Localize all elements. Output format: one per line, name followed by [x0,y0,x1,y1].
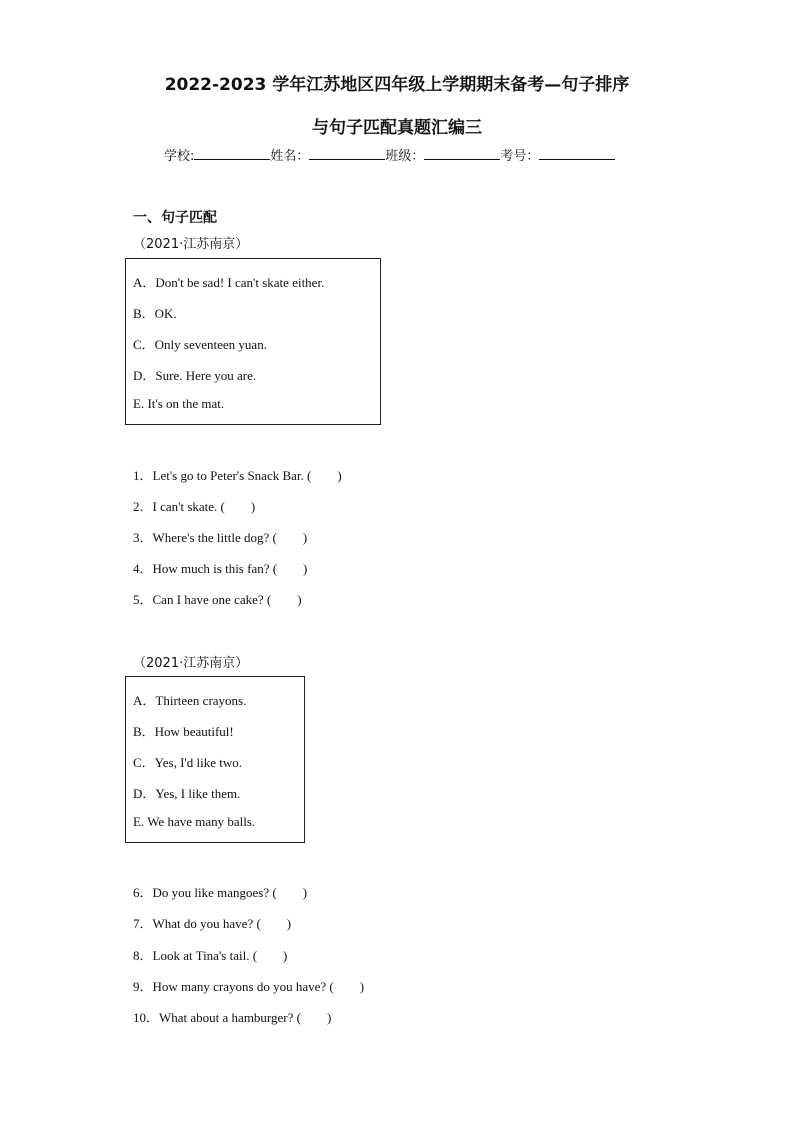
option-c: C．Only seventeen yuan. [133,337,267,352]
class-blank[interactable] [424,147,500,160]
group-1-source: （2021·江苏南京） [133,237,249,252]
question-6: 6．Do you like mangoes? ( ) [133,885,308,900]
question-2: 2．I can't skate. ( ) [133,499,256,514]
student-info-row [164,145,615,164]
question-3: 3．Where's the little dog? ( ) [133,530,308,545]
question-1: 1．Let's go to Peter's Snack Bar. ( ) [133,468,342,483]
group-1-options-box [125,258,381,425]
option-b: B．How beautiful! [133,724,234,739]
question-9: 9．How many crayons do you have? ( ) [133,979,365,994]
page-title-line-2: 与句子匹配真题汇编三 [312,118,482,138]
exam-no-blank[interactable] [539,147,615,160]
question-4: 4．How much is this fan? ( ) [133,561,308,576]
group-2-options-box [125,676,305,843]
option-d: D．Yes, I like them. [133,786,241,801]
option-a: A．Thirteen crayons. [133,693,247,708]
question-8: 8．Look at Tina's tail. ( ) [133,948,288,963]
name-label: 姓名： [270,149,310,164]
question-10: 10．What about a hamburger? ( ) [133,1010,332,1025]
option-c: C．Yes, I'd like two. [133,755,243,770]
option-e: E. It's on the mat. [133,396,225,411]
question-7: 7．What do you have? ( ) [133,916,292,931]
group-2-source: （2021·江苏南京） [133,656,249,671]
page-title-line-1: 2022-2023 学年江苏地区四年级上学期期末备考—句子排序 [164,75,630,95]
class-label: 班级： [385,149,425,164]
option-a: A．Don't be sad! I can't skate either. [133,275,325,290]
school-blank[interactable] [194,147,270,160]
section-heading: 一、句子匹配 [133,210,217,226]
school-label: 学校: [164,149,195,164]
exam-no-label: 考号： [500,149,540,164]
name-blank[interactable] [309,147,385,160]
option-b: B．OK. [133,306,177,321]
question-5: 5．Can I have one cake? ( ) [133,592,302,607]
option-e: E. We have many balls. [133,814,256,829]
option-d: D．Sure. Here you are. [133,368,257,383]
